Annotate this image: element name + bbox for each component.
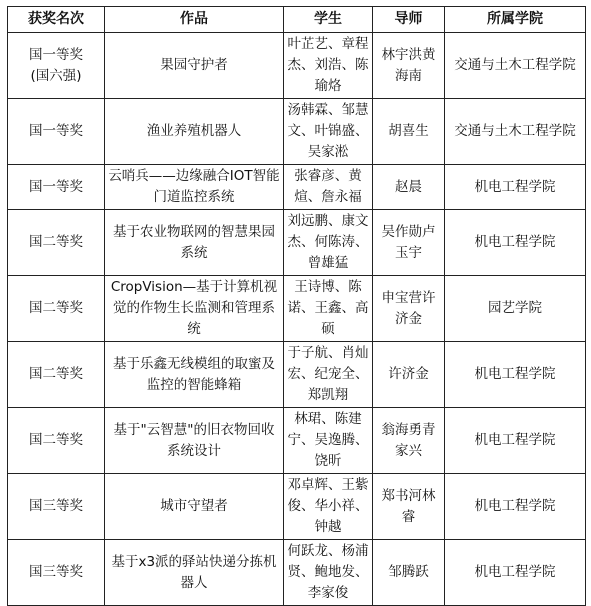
cell-rank — [8, 408, 105, 474]
table-row — [8, 474, 586, 540]
table-row — [8, 540, 586, 606]
cell-students: 何跃龙、杨浦贤、鲍地发、李家俊 — [284, 540, 373, 606]
cell-work: 果园守护者 — [105, 33, 284, 99]
cell-tutor: 邹腾跃 — [373, 540, 445, 606]
cell-students: 汤韩霖、邹慧文、叶锦盛、吴家淞 — [284, 99, 373, 165]
header-college: 所属学院 — [445, 7, 586, 33]
rank-text: 国一等奖 — [29, 46, 83, 63]
cell-college: 交通与土木工程学院 — [445, 33, 586, 99]
rank-text: 国二等奖 — [29, 300, 83, 316]
cell-students: 林珺、陈建宁、吴逸腾、饶昕 — [284, 408, 373, 474]
awards-table — [7, 6, 586, 606]
rank-text: 国一等奖 — [29, 123, 83, 139]
cell-rank — [8, 99, 105, 165]
cell-work: 云哨兵——边缘融合IOT智能门道监控系统 — [105, 165, 284, 210]
rank-text: 国三等奖 — [29, 498, 83, 514]
cell-rank — [8, 342, 105, 408]
cell-college: 机电工程学院 — [445, 408, 586, 474]
cell-rank — [8, 165, 105, 210]
cell-rank — [8, 540, 105, 606]
cell-tutor: 翁海勇青家兴 — [373, 408, 445, 474]
table-row — [8, 165, 586, 210]
cell-students: 于子航、肖灿宏、纪宠全、郑凯翔 — [284, 342, 373, 408]
cell-work: 基于x3派的驿站快递分拣机器人 — [105, 540, 284, 606]
cell-work: 基于"云智慧"的旧衣物回收系统设计 — [105, 408, 284, 474]
cell-college: 机电工程学院 — [445, 165, 586, 210]
cell-college: 机电工程学院 — [445, 342, 586, 408]
cell-college: 园艺学院 — [445, 276, 586, 342]
cell-students: 王诗博、陈诺、王鑫、高硕 — [284, 276, 373, 342]
cell-work: 基于乐鑫无线模组的取蜜及监控的智能蜂箱 — [105, 342, 284, 408]
rank-text: 国二等奖 — [29, 366, 83, 382]
rank-text: 国一等奖 — [29, 178, 83, 195]
cell-tutor: 胡喜生 — [373, 99, 445, 165]
table-row — [8, 99, 586, 165]
cell-tutor: 申宝营许济金 — [373, 276, 445, 342]
rank-text: 国二等奖 — [29, 432, 83, 448]
header-tutor: 导师 — [373, 7, 445, 33]
rank-text: 国三等奖 — [29, 564, 83, 580]
table-row — [8, 33, 586, 99]
cell-tutor: 郑书河林睿 — [373, 474, 445, 540]
rank-text: (国六强) — [30, 67, 82, 84]
table-row — [8, 408, 586, 474]
cell-tutor: 林宇洪黄海南 — [373, 33, 445, 99]
cell-college: 机电工程学院 — [445, 210, 586, 276]
cell-rank — [8, 474, 105, 540]
cell-students: 张睿彦、黄煊、詹永福 — [284, 165, 373, 210]
table-row — [8, 342, 586, 408]
cell-tutor: 赵晨 — [373, 165, 445, 210]
cell-tutor: 许济金 — [373, 342, 445, 408]
cell-students: 叶芷艺、章程杰、刘浩、陈瑜烙 — [284, 33, 373, 99]
cell-college: 交通与土木工程学院 — [445, 99, 586, 165]
header-rank: 获奖名次 — [8, 7, 105, 33]
table-row — [8, 210, 586, 276]
cell-work: CropVision—基于计算机视觉的作物生长监测和管理系统 — [105, 276, 284, 342]
table-header-row — [8, 7, 586, 33]
cell-work: 基于农业物联网的智慧果园系统 — [105, 210, 284, 276]
cell-work: 城市守望者 — [105, 474, 284, 540]
cell-rank — [8, 33, 105, 99]
cell-rank — [8, 210, 105, 276]
table-body — [8, 33, 586, 606]
cell-tutor: 吴作勋卢玉宇 — [373, 210, 445, 276]
header-students: 学生 — [284, 7, 373, 33]
header-work: 作品 — [105, 7, 284, 33]
cell-students: 邓卓辉、王紫俊、华小祥、钟越 — [284, 474, 373, 540]
cell-rank — [8, 276, 105, 342]
cell-work: 渔业养殖机器人 — [105, 99, 284, 165]
table-row — [8, 276, 586, 342]
rank-text: 国二等奖 — [29, 234, 83, 250]
cell-college: 机电工程学院 — [445, 540, 586, 606]
cell-college: 机电工程学院 — [445, 474, 586, 540]
cell-students: 刘远鹏、康文杰、何陈涛、曾雄猛 — [284, 210, 373, 276]
